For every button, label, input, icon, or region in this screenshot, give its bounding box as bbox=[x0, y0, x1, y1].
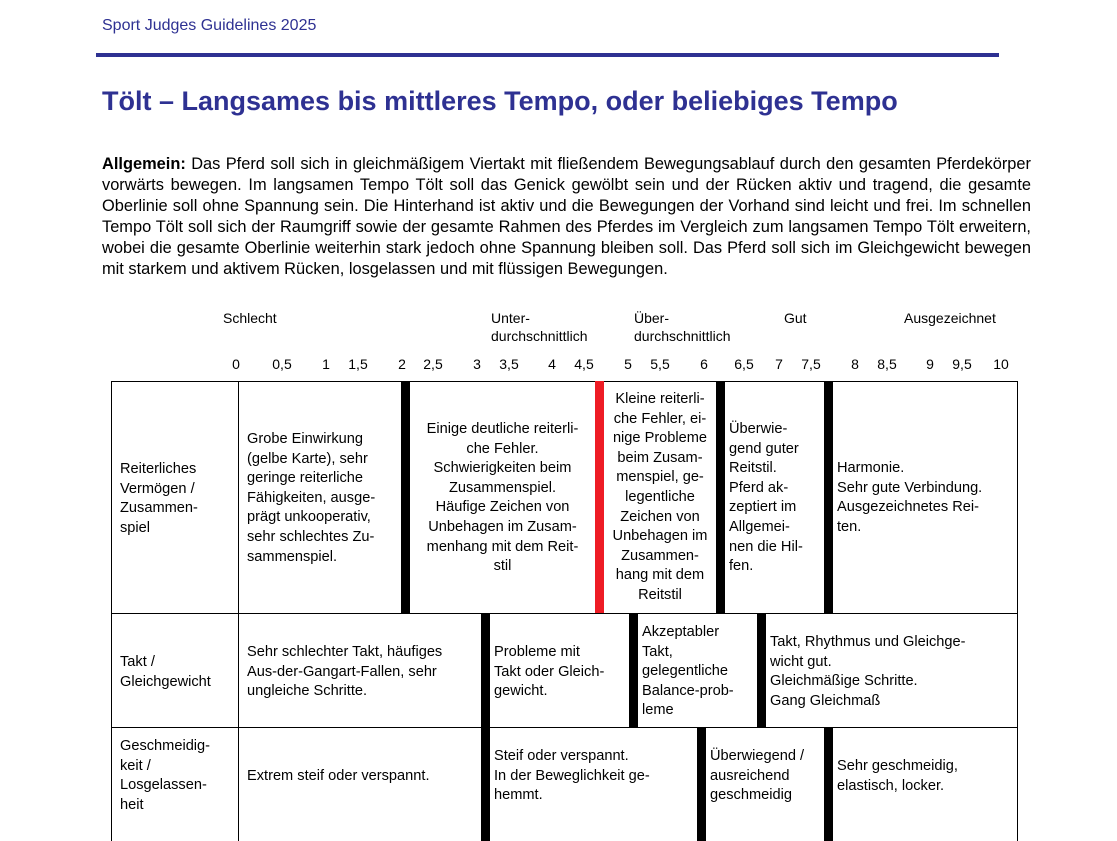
scale-number: 9 bbox=[926, 356, 934, 372]
scale-number: 1,5 bbox=[348, 356, 368, 372]
grade-divider bbox=[824, 727, 833, 841]
scale-number: 5 bbox=[624, 356, 632, 372]
grade-divider bbox=[716, 381, 725, 613]
grade-divider bbox=[629, 613, 638, 727]
scale-number: 2 bbox=[398, 356, 406, 372]
criterion-cell: Harmonie. Sehr gute Verbindung. Ausgezeichnetes Rei- ten. bbox=[837, 460, 983, 535]
grade-divider bbox=[481, 727, 490, 841]
threshold-divider bbox=[595, 381, 604, 613]
intro-text: Das Pferd soll sich in gleichmäßigem Viertakt mit fließendem Bewegungsablauf durch den gesamten Pferdekörper vorwärts bewegen. Im langsamen Tempo Tölt soll das Genick gewölbt sein und der Rücken aktiv und tragend, die gesamte Oberlinie soll ohne Spannung sein. Die Hinterhand ist aktiv und die Bewegungen der Vorhand sind leicht und frei. Im schnellen Tempo Tölt soll sich der Raumgriff sowie der gesamte Rahmen des Pferdes im Vergleich zum langsamen Tempo Tölt erweitern, wobei die gesamte Oberlinie weiterhin stark jedoch ohne Spannung bleiben soll. Das Pferd soll sich im Gleichgewicht bewegen mit starkem und aktivem Rücken, losgelassen und mit flüssigen Bewegungen. bbox=[102, 155, 1031, 278]
row-label-takt-gleichgewicht: Takt / Gleichgewicht bbox=[120, 654, 211, 690]
criterion-cell: Sehr geschmeidig, elastisch, locker. bbox=[837, 758, 958, 794]
grade-divider bbox=[401, 381, 410, 613]
scale-number: 7,5 bbox=[801, 356, 821, 372]
scale-number: 3 bbox=[473, 356, 481, 372]
criterion-cell: Akzeptabler Takt, gelegentliche Balance-prob- leme bbox=[642, 624, 734, 719]
scale-number: 9,5 bbox=[952, 356, 972, 372]
scale-number: 4 bbox=[548, 356, 556, 372]
scale-level-schlecht: Schlecht bbox=[223, 310, 277, 326]
scale-number: 5,5 bbox=[650, 356, 670, 372]
scale-number: 8 bbox=[851, 356, 859, 372]
criterion-cell: Extrem steif oder verspannt. bbox=[247, 768, 430, 784]
criterion-cell: Überwie- gend guter Reitstil. Pferd ak- zeptiert im Allgemei- nen die Hil- fen. bbox=[729, 421, 803, 575]
criterion-cell: Einige deutliche reiterli- che Fehler. Schwierigkeiten beim Zusammenspiel. Häufige Zeichen von Unbehagen im Zusam- menhang mit dem Reit- stil bbox=[426, 421, 579, 575]
scale-level-ueberdurchschnittlich: Über- durchschnittlich bbox=[634, 310, 731, 344]
scale-number: 4,5 bbox=[574, 356, 594, 372]
scale-number: 0,5 bbox=[272, 356, 292, 372]
criterion-cell: Überwiegend / ausreichend geschmeidig bbox=[710, 748, 805, 804]
scale-number: 10 bbox=[993, 356, 1009, 372]
row-divider bbox=[111, 727, 1018, 728]
scale-number: 0 bbox=[232, 356, 240, 372]
intro-paragraph bbox=[102, 154, 1031, 280]
label-column-divider bbox=[238, 381, 239, 841]
scale-number: 1 bbox=[322, 356, 330, 372]
row-label-geschmeidigkeit: Geschmeidig- keit / Losgelassen- heit bbox=[120, 738, 211, 813]
criterion-cell: Probleme mit Takt oder Gleich- gewicht. bbox=[494, 644, 605, 700]
criterion-cell: Kleine reiterli- che Fehler, ei- nige Probleme beim Zusam- menspiel, ge- legentliche Zeichen von Unbehagen im Zusammen- hang mit dem Reitstil bbox=[612, 391, 708, 603]
scale-number: 2,5 bbox=[423, 356, 443, 372]
scale-number: 3,5 bbox=[499, 356, 519, 372]
page-title: Tölt – Langsames bis mittleres Tempo, oder beliebiges Tempo bbox=[102, 86, 898, 116]
document-header-title: Sport Judges Guidelines 2025 bbox=[102, 17, 317, 34]
scale-number: 6 bbox=[700, 356, 708, 372]
criterion-cell: Sehr schlechter Takt, häufiges Aus-der-Gangart-Fallen, sehr ungleiche Schritte. bbox=[247, 644, 443, 700]
header-rule bbox=[96, 53, 999, 57]
grade-divider bbox=[697, 727, 706, 841]
grade-divider bbox=[824, 381, 833, 613]
scale-level-gut: Gut bbox=[784, 310, 807, 326]
criterion-cell: Grobe Einwirkung (gelbe Karte), sehr geringe reiterliche Fähigkeiten, ausge- prägt unkooperativ, sehr schlechtes Zu- sammenspiel. bbox=[247, 431, 376, 565]
scale-number: 8,5 bbox=[877, 356, 897, 372]
criterion-cell: Steif oder verspannt. In der Beweglichkeit ge- hemmt. bbox=[494, 748, 650, 804]
intro-label: Allgemein: bbox=[102, 155, 186, 173]
grade-divider bbox=[481, 613, 490, 727]
scale-number: 7 bbox=[775, 356, 783, 372]
criterion-cell: Takt, Rhythmus und Gleichge- wicht gut. Gleichmäßige Schritte. Gang Gleichmaß bbox=[770, 634, 966, 709]
scale-level-unterdurchschnittlich: Unter- durchschnittlich bbox=[491, 310, 588, 344]
scale-level-ausgezeichnet: Ausgezeichnet bbox=[904, 310, 996, 326]
row-divider bbox=[111, 613, 1018, 614]
grade-divider bbox=[757, 613, 766, 727]
scale-number: 6,5 bbox=[734, 356, 754, 372]
row-label-reiterliches-vermoegen: Reiterliches Vermögen / Zusammen- spiel bbox=[120, 461, 198, 536]
